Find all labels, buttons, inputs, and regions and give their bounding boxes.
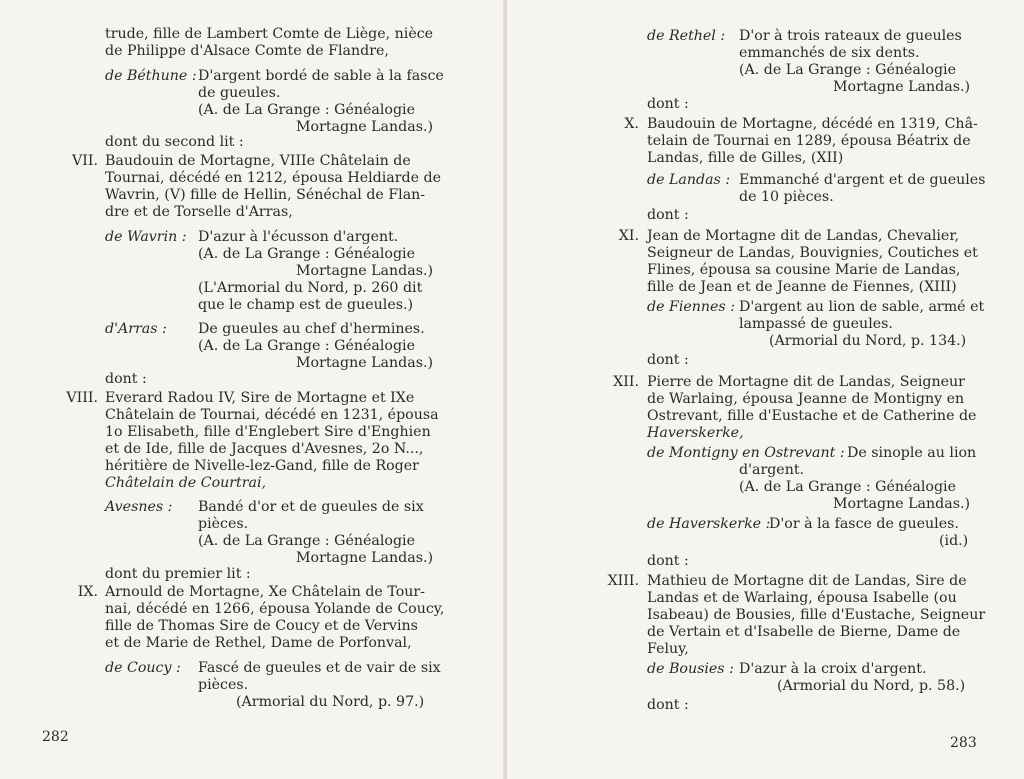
generation-line: et de Ide, fille de Jacques d'Avesnes, 2o N..., — [105, 441, 424, 457]
generation-line: fille de Thomas Sire de Coucy et de Vervins — [105, 618, 418, 634]
generation-numeral: VIII. — [66, 390, 98, 406]
generation-line: Tournai, décédé en 1212, épousa Heldiarde de — [105, 170, 441, 186]
page-number: 283 — [950, 735, 977, 751]
generation-line: Arnould de Mortagne, Xe Châtelain de Tour- — [105, 584, 425, 600]
arms-text: emmanchés de six dents. — [739, 45, 920, 61]
generation-numeral: XII. — [613, 374, 639, 390]
arms-label-bousies: de Bousies : — [647, 661, 734, 677]
generation-line: Wavrin, (V) fille de Hellin, Sénéchal de Flan- — [105, 187, 426, 203]
generation-numeral: IX. — [77, 584, 98, 600]
page-number: 282 — [42, 729, 69, 745]
generation-line: Haverskerke, — [647, 425, 744, 441]
generation-line: Pierre de Mortagne dit de Landas, Seigneur — [647, 374, 965, 390]
dont-line: dont : — [647, 207, 689, 223]
generation-line: de Warlaing, épousa Jeanne de Montigny en — [647, 391, 965, 407]
generation-line: Landas, fille de Gilles, (XII) — [647, 150, 844, 166]
intro-line: de Philippe d'Alsace Comte de Flandre, — [105, 43, 389, 59]
arms-text: pièces. — [198, 677, 249, 693]
generation-line: Mathieu de Mortagne dit de Landas, Sire de — [647, 573, 967, 589]
arms-text: D'or à la fasce de gueules. — [769, 516, 959, 532]
generation-line: Châtelain de Courtrai, — [105, 475, 267, 491]
dont-line: dont du second lit : — [105, 134, 244, 150]
dont-line: dont : — [647, 553, 689, 569]
generation-numeral: X. — [624, 116, 639, 132]
generation-line: Baudouin de Mortagne, VIIIe Châtelain de — [105, 153, 411, 169]
generation-line: nai, décédé en 1266, épousa Yolande de Coucy, — [105, 601, 445, 617]
generation-line: de Vertain et d'Isabelle de Bierne, Dame de — [647, 624, 961, 640]
arms-source: Mortagne Landas.) — [833, 496, 971, 512]
left-page — [0, 0, 505, 779]
arms-label-coucy: de Coucy : — [105, 660, 181, 676]
arms-source: (A. de La Grange : Généalogie — [198, 533, 415, 549]
arms-source: que le champ est de gueules.) — [198, 297, 414, 313]
arms-text: Emmanché d'argent et de gueules — [739, 172, 986, 188]
arms-label-arras: d'Arras : — [105, 321, 167, 337]
arms-label-avesnes: Avesnes : — [105, 499, 173, 515]
arms-label-rethel: de Rethel : — [647, 28, 726, 44]
arms-source: (id.) — [939, 533, 969, 549]
generation-numeral: XIII. — [607, 573, 639, 589]
arms-text: lampassé de gueules. — [739, 316, 893, 332]
arms-source: (A. de La Grange : Généalogie — [739, 62, 956, 78]
generation-line: et de Marie de Rethel, Dame de Porfonval, — [105, 635, 412, 651]
arms-source: Mortagne Landas.) — [296, 355, 434, 371]
arms-label-bethune: de Béthune : — [105, 68, 197, 84]
arms-label-montigny: de Montigny en Ostrevant : — [647, 445, 845, 461]
dont-line: dont : — [647, 352, 689, 368]
arms-text: Fascé de gueules et de vair de six — [198, 660, 441, 676]
arms-source: Mortagne Landas.) — [296, 119, 434, 135]
generation-line: 1o Elisabeth, fille d'Englebert Sire d'Enghien — [105, 424, 431, 440]
generation-line: Isabeau) de Bousies, fille d'Eustache, Seigneur — [647, 607, 986, 623]
arms-text: d'argent. — [739, 462, 805, 478]
arms-source: (L'Armorial du Nord, p. 260 dit — [198, 280, 423, 296]
generation-line: Flines, épousa sa cousine Marie de Landas, — [647, 262, 961, 278]
arms-text: pièces. — [198, 516, 249, 532]
arms-text: D'azur à la croix d'argent. — [739, 661, 927, 677]
arms-source: Mortagne Landas.) — [296, 550, 434, 566]
arms-source: (A. de La Grange : Généalogie — [198, 102, 415, 118]
arms-text: D'azur à l'écusson d'argent. — [198, 229, 399, 245]
right-page — [507, 0, 1024, 779]
generation-line: Seigneur de Landas, Bouvignies, Coutiches et — [647, 245, 978, 261]
dont-line: dont : — [105, 371, 147, 387]
generation-line: Everard Radou IV, Sire de Mortagne et IXe — [105, 390, 415, 406]
arms-source: (A. de La Grange : Généalogie — [198, 246, 415, 262]
generation-numeral: XI. — [618, 228, 639, 244]
arms-source: (Armorial du Nord, p. 58.) — [777, 678, 966, 694]
dont-line: dont du premier lit : — [105, 566, 251, 582]
arms-text: D'argent au lion de sable, armé et — [739, 299, 985, 315]
arms-text: Bandé d'or et de gueules de six — [198, 499, 424, 515]
arms-text: de gueules. — [198, 85, 281, 101]
dont-line: dont : — [647, 697, 689, 713]
generation-line: Jean de Mortagne dit de Landas, Chevalier, — [647, 228, 960, 244]
generation-numeral: VII. — [72, 153, 98, 169]
generation-line: héritière de Nivelle-lez-Gand, fille de Roger — [105, 458, 419, 474]
arms-source: Mortagne Landas.) — [833, 79, 971, 95]
arms-text: D'argent bordé de sable à la fasce — [198, 68, 444, 84]
arms-text: de 10 pièces. — [739, 189, 834, 205]
generation-line: Baudouin de Mortagne, décédé en 1319, Châ- — [647, 116, 978, 132]
generation-line: Châtelain de Tournai, décédé en 1231, épousa — [105, 407, 439, 423]
arms-label-haverskerke: de Haverskerke : — [647, 516, 771, 532]
arms-label-landas: de Landas : — [647, 172, 731, 188]
generation-line: telain de Tournai en 1289, épousa Béatrix de — [647, 133, 971, 149]
arms-source: (A. de La Grange : Généalogie — [198, 338, 415, 354]
arms-text: De gueules au chef d'hermines. — [198, 321, 425, 337]
arms-text: De sinople au lion — [847, 445, 977, 461]
generation-line: Ostrevant, fille d'Eustache et de Catherine de — [647, 408, 977, 424]
arms-label-fiennes: de Fiennes : — [647, 299, 736, 315]
intro-line: trude, fille de Lambert Comte de Liège, nièce — [105, 26, 434, 42]
arms-text: D'or à trois rateaux de gueules — [739, 28, 962, 44]
arms-source: (A. de La Grange : Généalogie — [739, 479, 956, 495]
generation-line: fille de Jean et de Jeanne de Fiennes, (XIII) — [647, 279, 957, 295]
generation-line: Feluy, — [647, 641, 689, 657]
generation-line: dre et de Torselle d'Arras, — [105, 204, 293, 220]
arms-source: (Armorial du Nord, p. 134.) — [769, 333, 967, 349]
dont-line: dont : — [647, 96, 689, 112]
arms-source: (Armorial du Nord, p. 97.) — [236, 694, 425, 710]
generation-line: Landas et de Warlaing, épousa Isabelle (ou — [647, 590, 957, 606]
arms-label-wavrin: de Wavrin : — [105, 229, 187, 245]
arms-source: Mortagne Landas.) — [296, 263, 434, 279]
